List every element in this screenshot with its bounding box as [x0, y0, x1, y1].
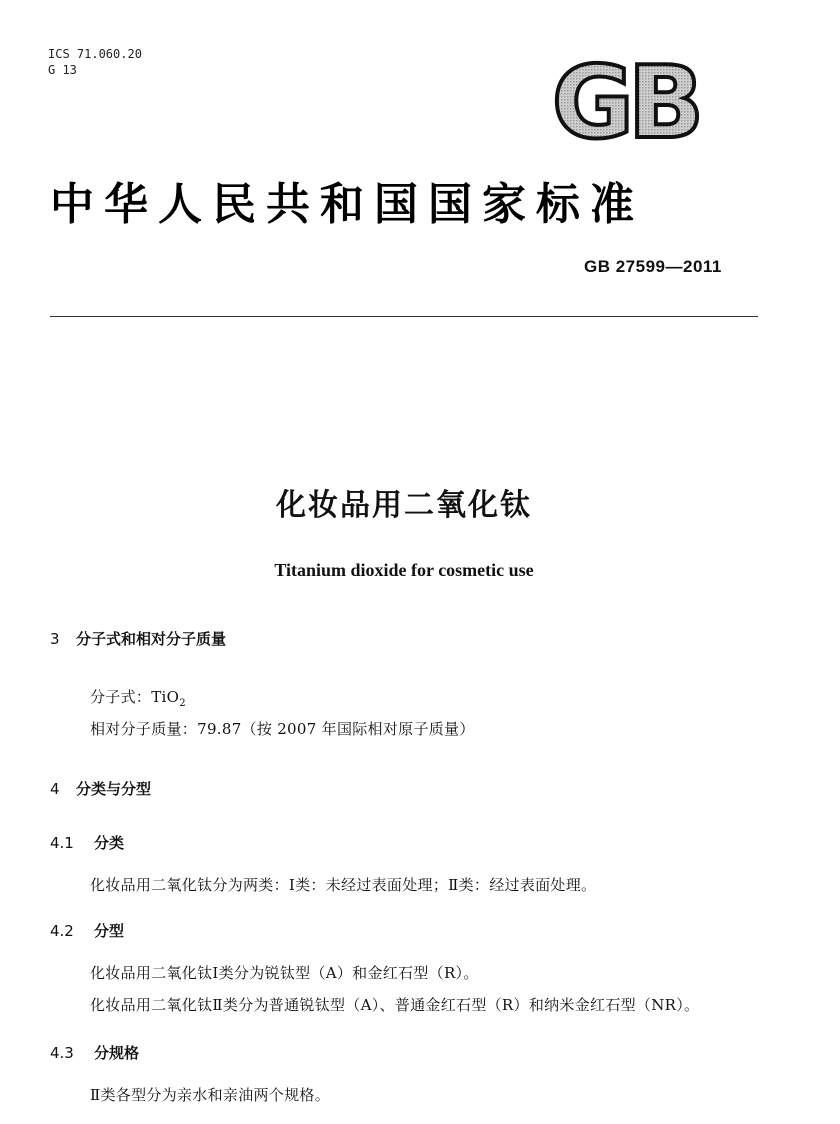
standard-number: GB 27599—2011	[584, 257, 722, 276]
document-title-zh: 化妆品用二氧化钛	[276, 488, 532, 523]
section-number: 4.3	[50, 1044, 74, 1062]
issuing-organization: 中华人民共和国国家标准	[50, 179, 644, 230]
type-text-1: 化妆品用二氧化钛Ⅰ类分为锐钛型（A）和金红石型（R）。	[90, 964, 479, 982]
section-3-heading	[50, 628, 226, 649]
section-4-1-heading	[50, 832, 124, 853]
document-title-en: Titanium dioxide for cosmetic use	[274, 560, 534, 580]
section-4-3-heading	[50, 1042, 139, 1063]
section-title: 分规格	[94, 1044, 140, 1062]
molecular-formula	[90, 686, 186, 709]
formula-label: 分子式：TiO	[90, 688, 180, 706]
section-number: 4	[50, 780, 60, 798]
section-number: 3	[50, 630, 60, 648]
classification-text: 化妆品用二氧化钛分为两类：Ⅰ类：未经过表面处理；Ⅱ类：经过表面处理。	[90, 876, 597, 894]
classification-code: G 13	[48, 63, 77, 77]
section-title: 分子式和相对分子质量	[76, 630, 227, 648]
section-number: 4.2	[50, 922, 74, 940]
specification-text: Ⅱ类各型分为亲水和亲油两个规格。	[90, 1086, 330, 1104]
molecular-mass: 相对分子质量：79.87（按 2007 年国际相对原子质量）	[90, 720, 475, 738]
ics-code-block	[48, 46, 142, 78]
formula-subscript: 2	[179, 698, 186, 709]
gb-logo	[540, 57, 710, 147]
section-title: 分型	[94, 922, 125, 940]
section-4-heading	[50, 778, 151, 799]
ics-code: ICS 71.060.20	[48, 47, 142, 61]
section-title: 分类	[94, 834, 125, 852]
section-number: 4.1	[50, 834, 74, 852]
gb-logo-text: GB	[551, 57, 699, 147]
section-4-2-heading	[50, 920, 124, 941]
type-text-2: 化妆品用二氧化钛Ⅱ类分为普通锐钛型（A）、普通金红石型（R）和纳米金红石型（NR）。	[90, 996, 700, 1014]
header-divider	[50, 316, 758, 317]
section-title: 分类与分型	[76, 780, 152, 798]
